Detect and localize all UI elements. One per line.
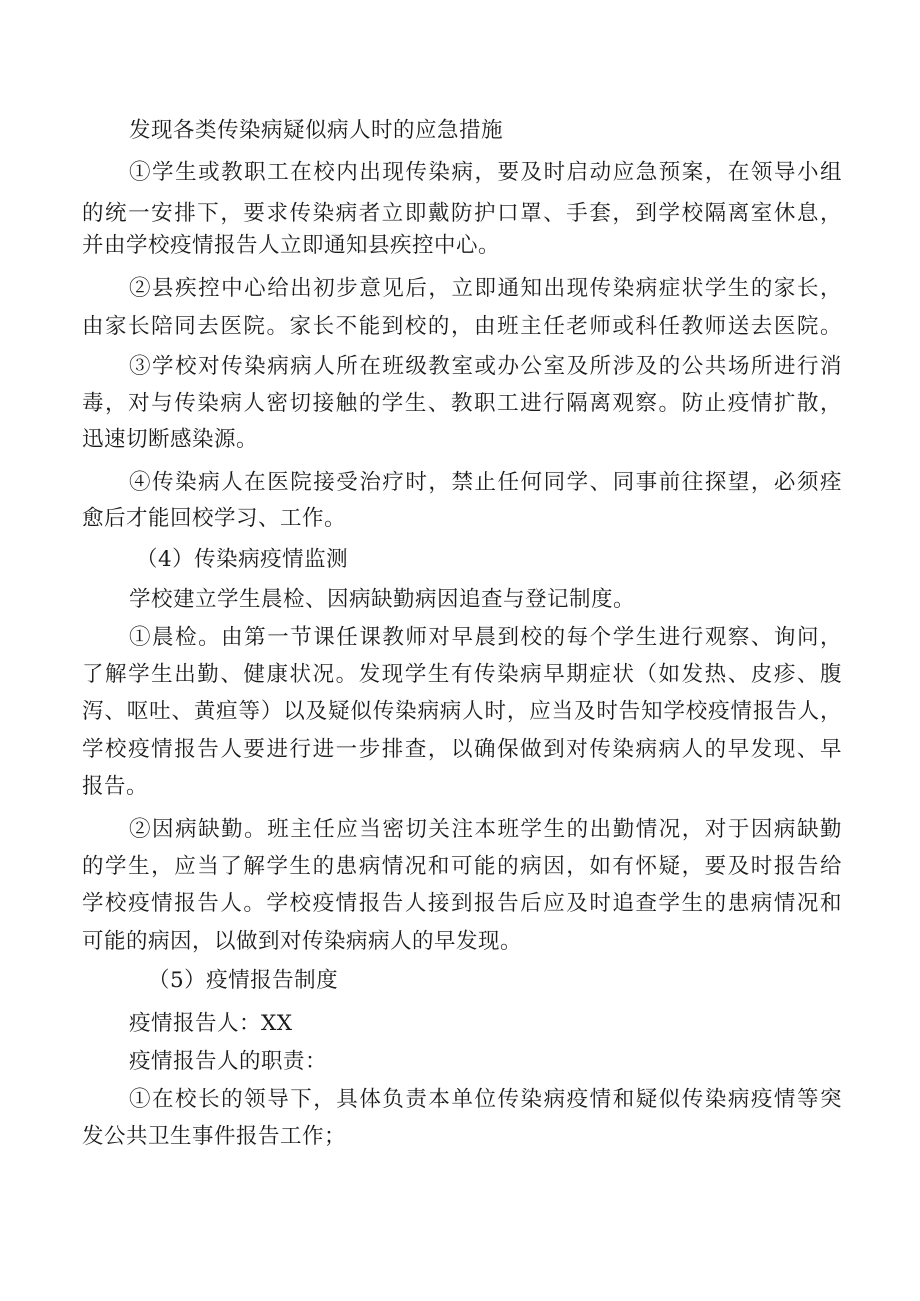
paragraph-line: 由家长陪同去医院。家长不能到校的，由班主任老师或科任教师送去医院。 [82,314,842,339]
paragraph-line: 的统一安排下，要求传染病者立即戴防护口罩、手套，到学校隔离室休息， [82,201,842,226]
paragraph-line: 学校疫情报告人。学校疫情报告人接到报告后应及时追查学生的患病情况和 [82,891,842,916]
section-heading: （5）疫情报告制度 [148,968,339,993]
reporter-line: 疫情报告人：XX [129,1011,293,1036]
paragraph-line: 了解学生出勤、健康状况。发现学生有传染病早期症状（如发热、皮疹、腹 [82,662,842,687]
paragraph-line: 发公共卫生事件报告工作； [82,1124,347,1149]
section-intro: 学校建立学生晨检、因病缺勤病因追查与登记制度。 [129,587,636,612]
paragraph-line: 的学生，应当了解学生的患病情况和可能的病因，如有怀疑，要及时报告给 [82,854,842,879]
paragraph-line: 报告。 [82,774,149,799]
paragraph-line: 迅速切断感染源。 [82,427,259,452]
paragraph-line: ④传染病人在医院接受治疗时，禁止任何同学、同事前往探望，必须痊 [129,470,842,495]
paragraph-line: ①在校长的领导下，具体负责本单位传染病疫情和疑似传染病疫情等突 [129,1087,842,1112]
paragraph-line: 并由学校疫情报告人立即通知县疾控中心。 [82,233,501,258]
section-heading: （4）传染病疫情监测 [136,547,349,572]
section-title: 发现各类传染病疑似病人时的应急措施 [129,118,504,143]
paragraph-line: ②县疾控中心给出初步意见后，立即通知出现传染病症状学生的家长， [129,276,842,301]
paragraph-line: 可能的病因，以做到对传染病病人的早发现。 [82,929,523,954]
paragraph-line: 泻、呕吐、黄疸等）以及疑似传染病病人时，应当及时告知学校疫情报告人， [82,699,842,724]
paragraph-line: 毒，对与传染病人密切接触的学生、教职工进行隔离观察。防止疫情扩散， [82,391,842,416]
paragraph-line: ②因病缺勤。班主任应当密切关注本班学生的出勤情况，对于因病缺勤 [129,817,842,842]
paragraph-line: ①晨检。由第一节课任课教师对早晨到校的每个学生进行观察、询问， [129,625,842,650]
paragraph-line: 愈后才能回校学习、工作。 [82,506,347,531]
paragraph-line: 学校疫情报告人要进行进一步排查，以确保做到对传染病病人的早发现、早 [82,737,842,762]
paragraph-line: ①学生或教职工在校内出现传染病，要及时启动应急预案，在领导小组 [129,160,842,185]
paragraph-line: ③学校对传染病病人所在班级教室或办公室及所涉及的公共场所进行消 [129,354,842,379]
duties-label: 疫情报告人的职责： [129,1049,328,1074]
